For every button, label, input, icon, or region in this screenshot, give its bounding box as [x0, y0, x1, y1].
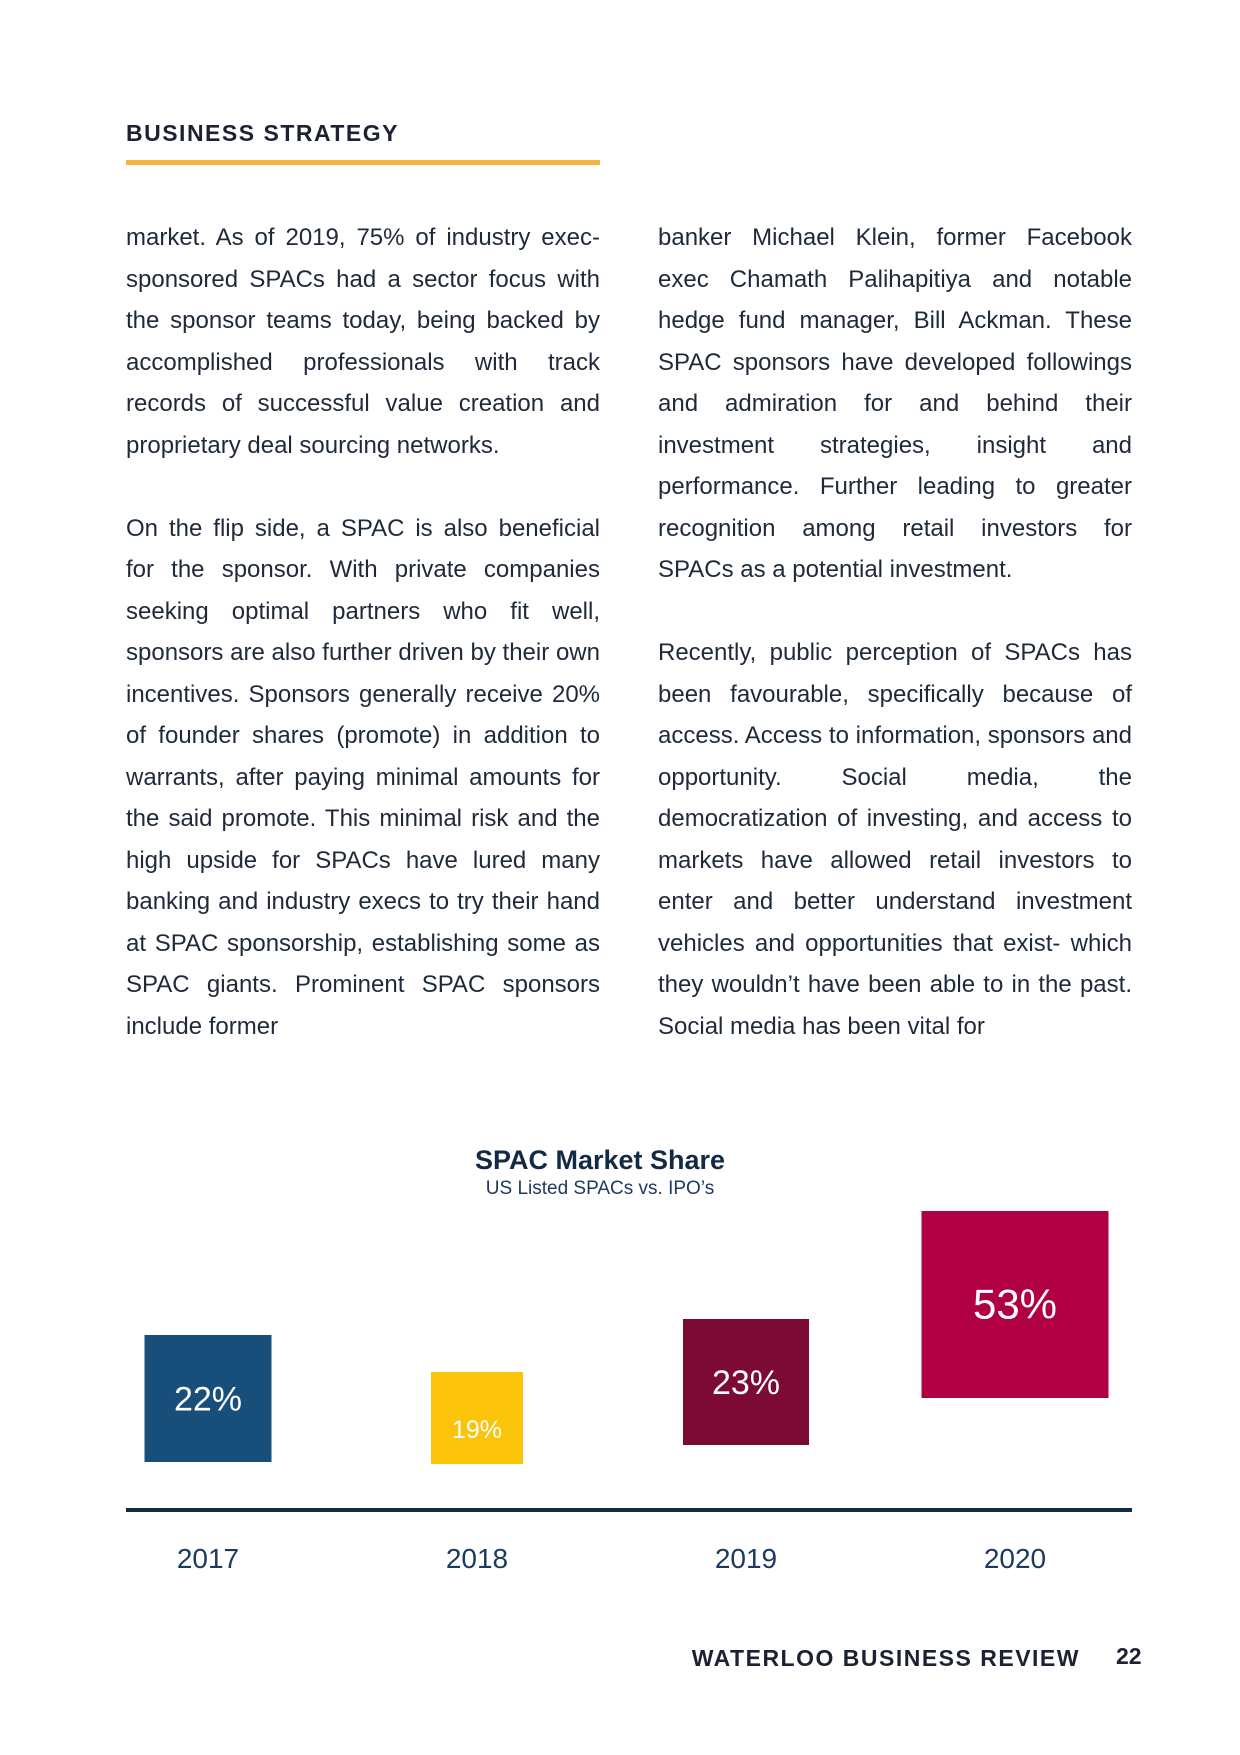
section-label: BUSINESS STRATEGY [126, 120, 399, 146]
x-tick-label: 2017 [176, 1543, 240, 1574]
article-paragraph: Recently, public perception of SPACs has been favourable, specifically because of access. Access to information, sponsors and opportunity. Social media, the democratization of investing, and access to markets have allowed retail investors to enter and better understand investment vehicles and opportunities that exist- which they wouldn’t have been able to in the past. Social media has been vital for [658, 639, 1132, 1040]
x-tick-label: 2019 [714, 1543, 778, 1574]
page-number: 22 [1116, 1643, 1142, 1669]
chart-title: SPAC Market Share [474, 1145, 726, 1175]
data-label-2018: 19% [451, 1416, 503, 1444]
data-label-2020: 53% [972, 1280, 1058, 1328]
x-tick-label: 2018 [445, 1543, 509, 1574]
publication-name: WATERLOO BUSINESS REVIEW [691, 1645, 1080, 1671]
x-tick-label: 2020 [983, 1543, 1047, 1574]
article-paragraph: banker Michael Klein, former Facebook exec Chamath Palihapitiya and notable hedge fund manager, Bill Ackman. These SPAC sponsors have developed followings and admiration for and behind their investment strategies, insight and performance. Further leading to greater recognition among retail investors for SPACs as a potential investment. [658, 224, 1132, 583]
data-label-2019: 23% [711, 1364, 781, 1402]
article-paragraph: On the flip side, a SPAC is also beneficial for the sponsor. With private companies seeking optimal partners who fit well, sponsors are also further driven by their own incentives. Sponsors generally receive 20% of founder shares (promote) in addition to warrants, after paying minimal amounts for the said promote. This minimal risk and the high upside for SPACs have lured many banking and industry execs to try their hand at SPAC sponsorship, establishing some as SPAC giants. Prominent SPAC sponsors include former [126, 514, 600, 1040]
data-label-2017: 22% [173, 1380, 243, 1419]
article-paragraph: market. As of 2019, 75% of industry exec-sponsored SPACs had a sector focus with the sponsor teams today, being backed by accomplished professionals with track records of successful value creation and proprietary deal sourcing networks. [126, 224, 600, 459]
chart-subtitle: US Listed SPACs vs. IPO’s [485, 1178, 715, 1199]
